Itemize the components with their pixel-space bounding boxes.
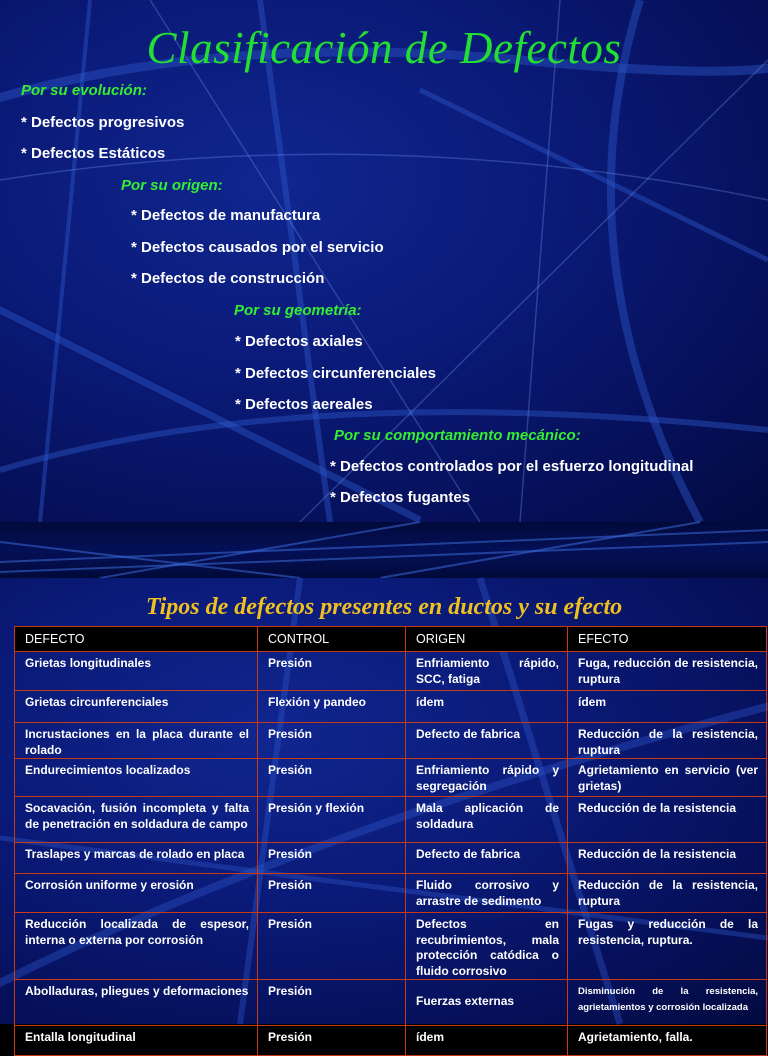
cell-origen: ídem	[406, 1026, 568, 1056]
slide-classification	[0, 0, 768, 522]
cell-control: Presión	[258, 874, 406, 913]
cell-control: Presión	[258, 980, 406, 1026]
table-row	[15, 913, 767, 980]
cell-control: Presión y flexión	[258, 797, 406, 843]
table-row	[15, 980, 767, 1026]
item-servicio: * Defectos causados por el servicio	[131, 239, 384, 256]
header-efecto: EFECTO	[568, 627, 767, 652]
slide-title: Clasificación de Defectos	[146, 23, 622, 73]
cell-efecto: Reducción de la resistencia, ruptura	[568, 874, 767, 913]
heading-origen: Por su origen:	[121, 177, 223, 194]
slide-separator	[0, 522, 768, 578]
cell-origen: Defectos en recubrimientos, mala protección catódica o fluido corrosivo	[406, 913, 568, 980]
cell-efecto: Reducción de la resistencia	[568, 797, 767, 843]
cell-defecto: Endurecimientos localizados	[15, 759, 258, 797]
cell-efecto: ídem	[568, 691, 767, 723]
cell-control: Presión	[258, 913, 406, 980]
table-header-row	[15, 627, 767, 652]
cell-control: Presión	[258, 759, 406, 797]
header-defecto: DEFECTO	[15, 627, 258, 652]
cell-origen: Defecto de fabrica	[406, 843, 568, 874]
cell-efecto: Agrietamiento en servicio (ver grietas)	[568, 759, 767, 797]
cell-defecto: Entalla longitudinal	[15, 1026, 258, 1056]
cell-efecto: Reducción de la resistencia, ruptura	[568, 723, 767, 759]
cell-control: Presión	[258, 652, 406, 691]
cell-efecto: Agrietamiento, falla.	[568, 1026, 767, 1056]
cell-origen: Mala aplicación de soldadura	[406, 797, 568, 843]
table-row	[15, 759, 767, 797]
table-row	[15, 1026, 767, 1056]
cell-origen: Fuerzas externas	[406, 980, 568, 1026]
table-row	[15, 874, 767, 913]
cell-control: Presión	[258, 1026, 406, 1056]
table-row	[15, 843, 767, 874]
cell-efecto: Fugas y reducción de la resistencia, ruptura.	[568, 913, 767, 980]
item-fugantes: * Defectos fugantes	[330, 489, 471, 506]
item-estaticos: * Defectos Estáticos	[21, 145, 166, 162]
heading-evolucion: Por su evolución:	[21, 82, 147, 99]
cell-defecto: Grietas circunferenciales	[15, 691, 258, 723]
table-row	[15, 691, 767, 723]
item-circunferenciales: * Defectos circunferenciales	[235, 365, 436, 382]
cell-origen: Enfriamiento rápido, SCC, fatiga	[406, 652, 568, 691]
cell-control: Flexión y pandeo	[258, 691, 406, 723]
cell-defecto: Corrosión uniforme y erosión	[15, 874, 258, 913]
header-control: CONTROL	[258, 627, 406, 652]
cell-defecto: Reducción localizada de espesor, interna o externa por corrosión	[15, 913, 258, 980]
cell-origen: ídem	[406, 691, 568, 723]
cell-origen: Fluido corrosivo y arrastre de sedimento	[406, 874, 568, 913]
cell-control: Presión	[258, 723, 406, 759]
table-title: Tipos de defectos presentes en ductos y su efecto	[145, 594, 623, 620]
heading-geometria: Por su geometría:	[234, 302, 362, 319]
cell-origen: Enfriamiento rápido y segregación	[406, 759, 568, 797]
item-axiales: * Defectos axiales	[235, 333, 363, 350]
slide-defect-types	[0, 578, 768, 1044]
item-esfuerzo-longitudinal: * Defectos controlados por el esfuerzo longitudinal	[330, 458, 694, 475]
cell-defecto: Grietas longitudinales	[15, 652, 258, 691]
cell-efecto: Fuga, reducción de resistencia, ruptura	[568, 652, 767, 691]
table-row	[15, 652, 767, 691]
heading-comportamiento: Por su comportamiento mecánico:	[334, 427, 581, 444]
table-row	[15, 797, 767, 843]
cell-origen: Defecto de fabrica	[406, 723, 568, 759]
cell-efecto: Disminución de la resistencia, agrietamientos y corrosión localizada	[568, 980, 767, 1026]
defects-table	[14, 626, 767, 1056]
cell-defecto: Incrustaciones en la placa durante el rolado	[15, 723, 258, 759]
cell-defecto: Traslapes y marcas de rolado en placa	[15, 843, 258, 874]
item-construccion: * Defectos de construcción	[131, 270, 325, 287]
cell-defecto: Abolladuras, pliegues y deformaciones	[15, 980, 258, 1026]
cell-efecto: Reducción de la resistencia	[568, 843, 767, 874]
cell-control: Presión	[258, 843, 406, 874]
table-row	[15, 723, 767, 759]
header-origen: ORIGEN	[406, 627, 568, 652]
cell-defecto: Socavación, fusión incompleta y falta de penetración en soldadura de campo	[15, 797, 258, 843]
item-progresivos: * Defectos progresivos	[21, 114, 185, 131]
separator-decoration	[0, 522, 768, 578]
item-manufactura: * Defectos de manufactura	[131, 207, 321, 224]
item-aereales: * Defectos aereales	[235, 396, 373, 413]
